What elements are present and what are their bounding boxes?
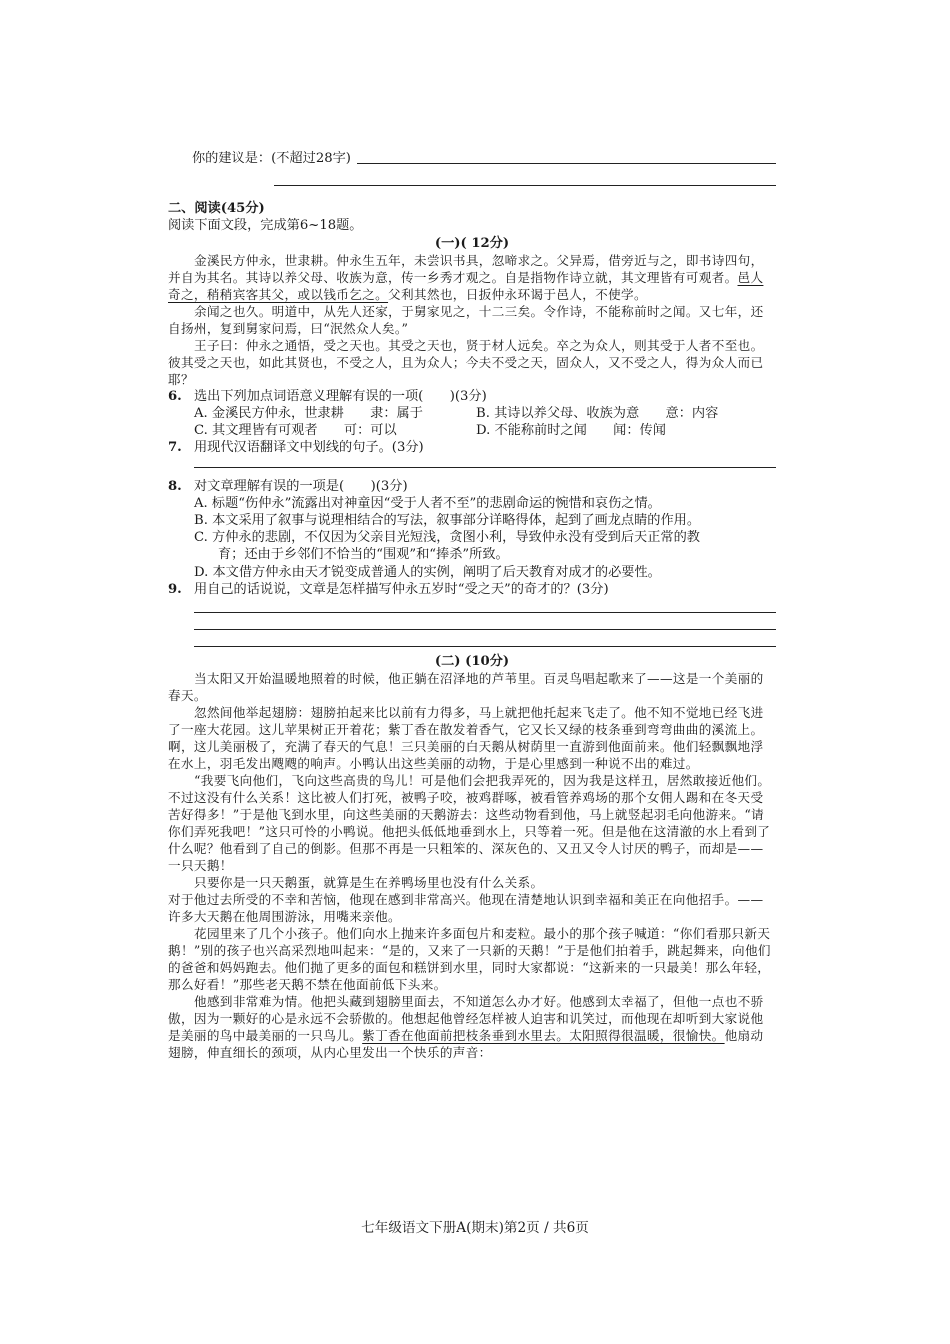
passage2-paragraph: 花园里来了几个小孩子。他们向水上抛来许多面包片和麦粒。最小的那个孩子喊道：“你们看那只新天鹅！”别的孩子也兴高采烈地叫起来：“是的，又来了一只新的天鹅！”于是他们拍着手，跳起舞来，向他们的爸爸和妈妈跑去。他们抛了更多的面包和糕饼到水里，同时大家都说：“这新来的一只最美！那么年轻，那么好看！”那些老天鹅不禁在他面前低下头来。 — [168, 926, 771, 993]
suggestion-row — [192, 150, 776, 167]
option-a: A. 金溪民方仲永，世隶耕 隶：属于 — [194, 406, 423, 422]
passage1-paragraph: 余闻之也久。明道中，从先人还家，于舅家见之，十二三矣。令作诗，不能称前时之闻。又七年，还自扬州，复到舅家问焉，曰“泯然众人矣。” — [168, 303, 764, 336]
option-b: B. 本文采用了叙事与说理相结合的写法，叙事部分详略得体，起到了画龙点睛的作用。 — [194, 513, 701, 529]
question-7 — [168, 439, 776, 467]
page-footer: 七年级语文下册A(期末)第2页 / 共6页 — [361, 1220, 589, 1236]
question-number: 7. — [168, 440, 182, 456]
question-9 — [168, 581, 776, 647]
answer-line — [194, 629, 776, 630]
answer-line — [357, 163, 776, 164]
option-c: C. 其文理皆有可观者 可：可以 — [194, 423, 397, 439]
section-heading: 二、阅读(45分) — [168, 201, 265, 217]
passage2-text: 他感到非常难为情。他把头藏到翅膀里面去，不知道怎么办才好。他感到太幸福了，但他一点也不骄傲，因为一颗好的心是永远不会骄傲的。他想起他曾经怎样被人迫害和讥笑过，而他现在却听到大家说他是美丽的鸟中最美丽的一只鸟儿。 — [168, 994, 764, 1044]
passage1-text: 金溪民方仲永，世隶耕。仲永生五年，未尝识书具，忽啼求之。父异焉，借旁近与之，即书诗四句，并自为其名。其诗以养父母、收族为意，传一乡秀才观之。自是指物作诗立就，其文理皆有可观者。 — [168, 252, 764, 285]
option-d: D. 本文借方仲永由天才锐变成普通人的实例，阐明了后天教育对成才的必要性。 — [194, 564, 661, 580]
option-a: A. 标题“伤仲永”流露出对神童因“受于人者不至”的悲剧命运的惋惜和哀伤之情。 — [194, 495, 661, 511]
suggestion-label: 你的建议是：(不超过28字) — [192, 151, 351, 166]
answer-line — [194, 612, 776, 613]
passage2-paragraph: 只要你是一只天鹅蛋，就算是生在养鸭场里也没有什么关系。 — [194, 875, 544, 891]
question-6 — [168, 388, 776, 440]
question-stem: 用现代汉语翻译文中划线的句子。(3分) — [194, 440, 424, 456]
section-instruction: 阅读下面文段，完成第6~18题。 — [168, 218, 363, 234]
passage2-paragraph — [168, 993, 776, 1061]
question-8 — [168, 478, 776, 581]
option-c: C. 方仲永的悲剧，不仅因为父亲目光短浅，贪图小利，导致仲永没有受到后天正常的教 — [194, 530, 700, 546]
passage1 — [168, 252, 776, 388]
question-stem: 用自己的话说说，文章是怎样描写仲永五岁时“受之天”的奇才的？(3分) — [194, 581, 609, 597]
passage1-paragraph — [168, 252, 776, 303]
passage2 — [168, 670, 776, 1061]
option-c-continued: 育；还由于乡邻们不恰当的“围观”和“捧杀”所致。 — [218, 547, 509, 563]
passage2-paragraph: “我要飞向他们，飞向这些高贵的鸟儿！可是他们会把我弄死的，因为我是这样丑，居然敢接近他们。不过这没有什么关系！这比被人们打死，被鸭子咬，被鸡群啄，被看管养鸡场的那个女佣人踢和在冬天受苦好得多！”于是他飞到水里，向这些美丽的天鹅游去：这些动物看到他，马上就竖起羽毛向他游来。“请你们弄死我吧！”这只可怜的小鸭说。他把头低低地垂到水上，只等着一死。但是他在这清澈的水上看到了什么呢？他看到了自己的倒影。但那不再是一只粗笨的、深灰色的、又丑又令人讨厌的鸭子，而却是——一只天鹅！ — [168, 773, 771, 874]
passage2-paragraph: 忽然间他举起翅膀：翅膀拍起来比以前有力得多，马上就把他托起来飞走了。他不知不觉地已经飞进了一座大花园。这儿苹果树正开着花；紫丁香在散发着香气，它又长又绿的枝条垂到弯弯曲曲的溪流上。啊，这儿美丽极了，充满了春天的气息！三只美丽的白天鹅从树荫里一直游到他面前来。他们轻飘飘地浮在水上，羽毛发出飕飕的响声。小鸭认出这些美丽的动物，于是心里感到一种说不出的难过。 — [168, 705, 764, 772]
question-stem: 选出下列加点词语意义理解有误的一项( )(3分) — [194, 388, 487, 404]
passage1-paragraph: 王子曰：仲永之通悟，受之天也。其受之天也，贤于材人远矣。卒之为众人，则其受于人者不至也。彼其受之天也，如此其贤也，不受之人，且为众人；今夫不受之天，固众人，又不受之人，得为众人而已耶？ — [168, 337, 764, 387]
underlined-sentence: 邑人奇之，稍稍宾客其父，或以钱币乞之。 — [168, 269, 764, 302]
page-content — [168, 150, 776, 1061]
question-stem: 对文章理解有误的一项是( )(3分) — [194, 478, 408, 494]
passage1-text: 父利其然也，日扳仲永环谒于邑人，不使学。 — [388, 286, 647, 302]
passage1-title: (一)( 12分) — [434, 235, 510, 251]
question-number: 6. — [168, 388, 182, 404]
question-number: 9. — [168, 581, 182, 597]
passage2-title: (二) (10分) — [434, 654, 510, 670]
question-number: 8. — [168, 478, 182, 494]
passage2-paragraph: 对于他过去所受的不幸和苦恼，他现在感到非常高兴。他现在清楚地认识到幸福和美正在向他招手。——许多大天鹅在他周围游泳，用嘴来亲他。 — [168, 892, 764, 925]
option-d: D. 不能称前时之闻 闻：传闻 — [476, 423, 666, 439]
underlined-sentence: 紫丁香在他面前把枝条垂到水里去。太阳照得很温暖，很愉快。 — [362, 1028, 725, 1044]
option-b: B. 其诗以养父母、收族为意 意：内容 — [476, 406, 719, 422]
passage2-paragraph: 当太阳又开始温暖地照着的时候，他正躺在沼泽地的芦苇里。百灵鸟唱起歌来了——这是一个美丽的春天。 — [168, 671, 764, 704]
passage2-text: 他扇动翅膀，伸直细长的颈项，从内心里发出一个快乐的声音： — [168, 1028, 764, 1061]
